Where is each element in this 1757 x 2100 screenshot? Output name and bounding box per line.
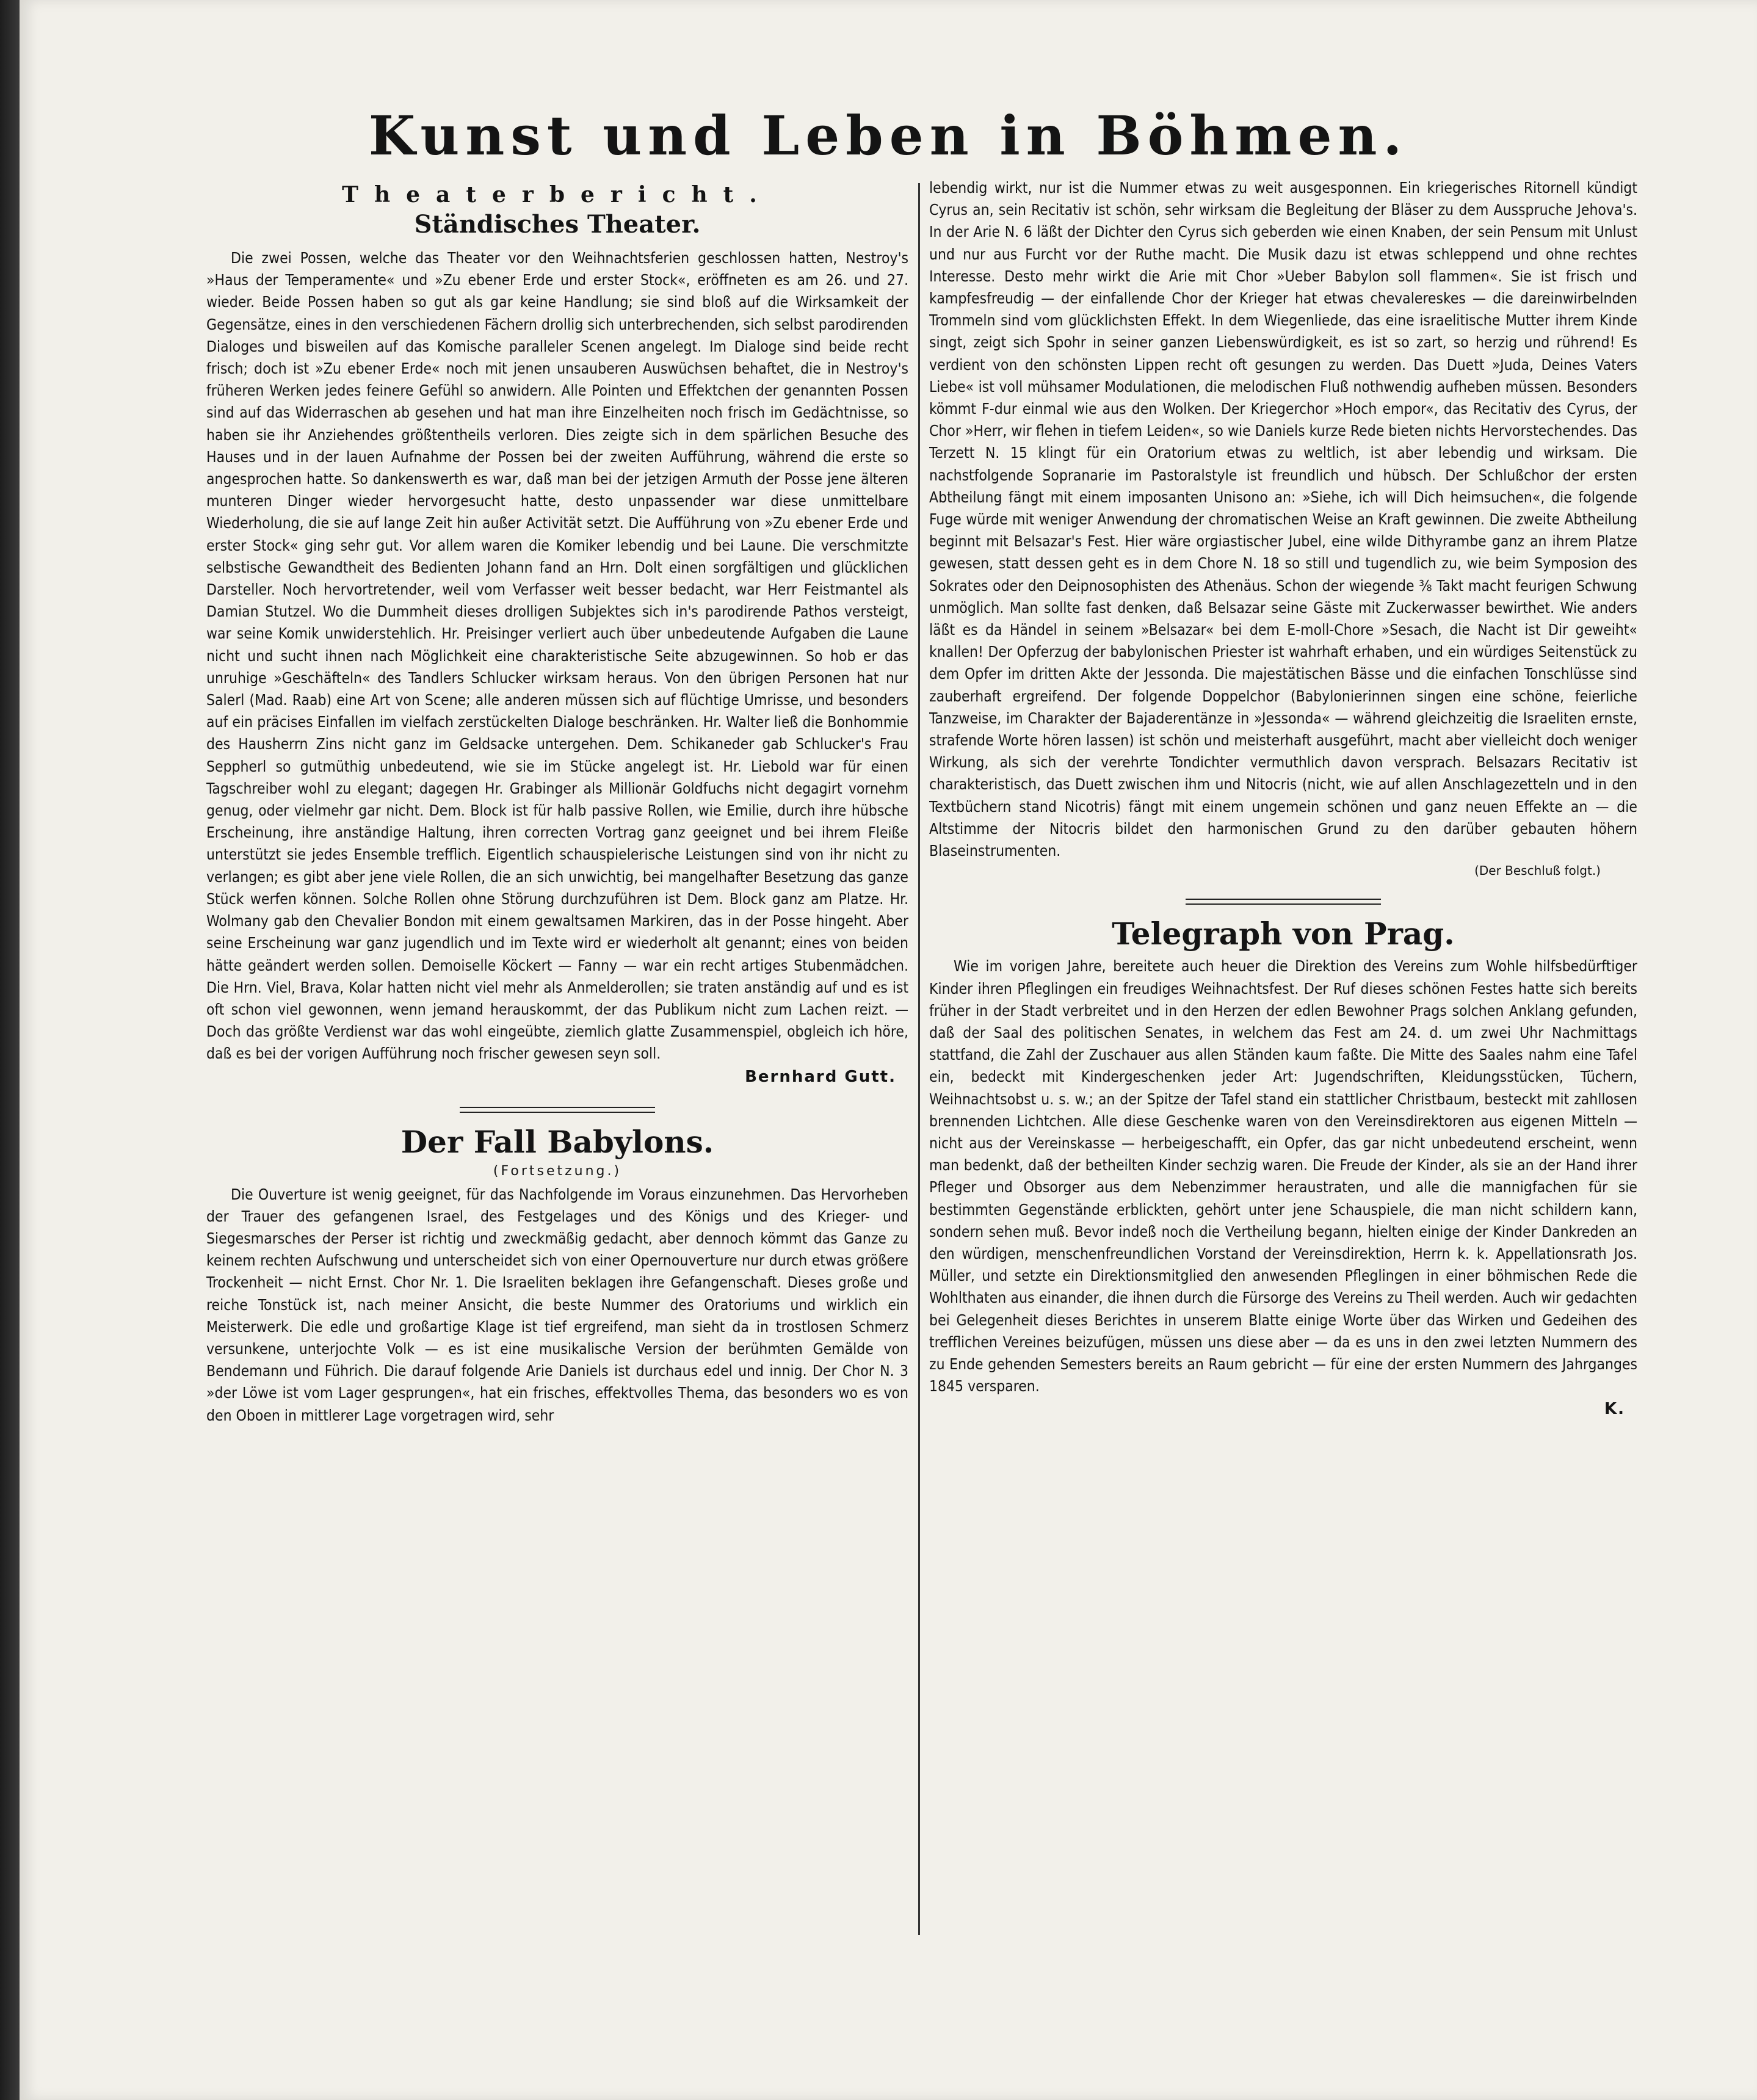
section-title: Telegraph von Prag. — [1112, 916, 1455, 952]
column-divider — [918, 183, 920, 1935]
newspaper-page — [20, 0, 1757, 2100]
right-column — [929, 177, 1637, 1960]
section-kicker: Theaterbericht. — [342, 182, 773, 208]
masthead-title: Kunst und Leben in Böhmen. — [368, 104, 1408, 167]
article-paragraph: lebendig wirkt, nur ist die Nummer etwas zu weit ausgesponnen. Ein kriegerisches Ritornell kündigt Cyrus an, sein Recitativ ist schön, sehr wirksam die Begleitung der Bläser zu dem Ausspruche Jehova's. In der Arie N. 6 läßt der Dichter den Cyrus sich geberden wie einen Knaben, der sein Pensum mit Unlust und nur aus Furcht vor der Ruthe macht. Die Musik dazu ist etwas schleppend und ohne rechtes Interesse. Desto mehr wirkt die Arie mit Chor »Ueber Babylon soll flammen«. Sie ist frisch und kampfesfreudig — der einfallende Chor der Krieger hat etwas chevalereskes — die dareinwirbelnden Trommeln sind vom glücklichsten Effekt. In dem Wiegenliede, das eine israelitische Mutter ihrem Kinde singt, zeigt sich Spohr in seiner ganzen Liebenswürdigkeit, es ist so zart, so herzig und rührend! Es verdient von den schönsten Lippen recht oft gesungen zu werden. Das Duett »Juda, Deines Vaters Liebe« ist voll mühsamer Modulationen, die melodischen Fluß nothwendig aufheben müssen. Besonders kömmt F-dur einmal wie aus den Wolken. Der Kriegerchor »Hoch empor«, das Recitativ des Cyrus, der Chor »Herr, wir flehen in tiefem Leiden«, so wie Daniels kurze Rede bieten nichts Hervorstechendes. Das Terzett N. 15 klingt für ein Oratorium etwas zu weltlich, ist aber lebendig und wirksam. Die nachstfolgende Sopranarie im Pastoralstyle ist freundlich und hübsch. Der Schlußchor der ersten Abtheilung fängt mit einem imposanten Unisono an: »Siehe, ich will Dich heimsuchen«, die folgende Fuge würde mit weniger Anwendung der chromatischen Weise an Kraft gewinnen. Die zweite Abtheilung beginnt mit Belsazar's Fest. Hier wäre orgiastischer Jubel, eine wilde Dithyrambe ganz an ihrem Platze gewesen, statt dessen geht es in dem Chore N. 18 so still und tugendlich zu, wie beim Symposion des Sokrates oder den Deipnosophisten des Athenäus. Schon der wiegende ⅜ Takt macht feurigen Schwung unmöglich. Man sollte fast denken, daß Belsazar seine Gäste mit Zuckerwasser bewirthet. Wie anders läßt es da Händel in seinem »Belsazar« bei dem E-moll-Chore »Sesach, die Nacht ist Dir geweiht« knallen! Der Opferzug der babylonischen Priester ist wahrhaft erhaben, und ein würdiges Seitenstück zu dem Opfer im dritten Akte der Jessonda. Die majestätischen Bässe und die einfachen Tonschlüsse sind zauberhaft ergreifend. Der folgende Doppelchor (Babylonierinnen singen eine schöne, feierliche Tanzweise, im Charakter der Bajaderentänze in »Jessonda« — während gleichzeitig die Israeliten ernste, strafende Worte hören lassen) ist schön und meisterhaft ausgeführt, macht aber vielleicht doch weniger Wirkung, als sich der verehrte Tondichter vermuthlich davon versprach. Belsazars Recitativ ist charakteristisch, das Duett zwischen ihm und Nitocris (nicht, wie auf allen Anschlagezetteln und in den Textbüchern stand Nicotris) fängt mit einem ungemein schönen und ganz neuen Effekte an — die Altstimme der Nitocris bildet den harmonischen Grund zu den darüber gebauten höhern Blaseinstrumenten. — [929, 179, 1637, 860]
author-signature: Bernhard Gutt. — [745, 1067, 896, 1086]
article-paragraph: Wie im vorigen Jahre, bereitete auch heuer die Direktion des Vereins zum Wohle hilfsbedürftiger Kinder ihren Pfleglingen ein freudiges Weihnachtsfest. Der Ruf dieses schönen Festes hatte sich bereits früher in der Stadt verbreitet und in den Herzen der edlen Bewohner Prags solchen Anklang gefunden, daß der Saal des politischen Senates, in welchem das Fest am 24. d. um zwei Uhr Nachmittags stattfand, die Zahl der Zuschauer aus allen Ständen kaum faßte. Die Mitte des Saales nahm eine Tafel ein, bedeckt mit Kindergeschenken jeder Art: Jugendschriften, Kleidungsstücken, Tüchern, Weihnachtsobst u. s. w.; an der Spitze der Tafel stand ein stattlicher Christbaum, besteckt mit zahllosen brennenden Lichtchen. Alle diese Geschenke waren von den Vereinsdirektoren aus eigenen Mitteln — nicht aus der Vereinskasse — herbeigeschafft, ein Opfer, das gar nicht unbedeutend erscheint, wenn man bedenkt, daß der betheilten Kinder sechzig waren. Die Freude der Kinder, als sie an der Hand ihrer Pfleger und Obsorger aus dem Nebenzimmer heraustraten, und alle die mannigfachen für sie bestimmten Gegenstände erblickten, gehört unter jene Schauspiele, die man nicht schildern kann, sondern sehen muß. Bevor indeß noch die Vertheilung begann, hielten einige der Kinder Dankreden an den würdigen, menschenfreundlichen Vorstand der Vereinsdirektion, Herrn k. k. Appellationsrath Jos. Müller, und setzte ein Direktionsmitglied den anwesenden Pfleglingen in einer böhmischen Rede die Wohlthaten aus einander, die ihnen durch die Fürsorge des Vereins zu Theil werden. Auch wir gedachten bei Gelegenheit dieses Berichtes in unserem Blatte einige Worte über das Wirken und Gedeihen des trefflichen Vereines beizufügen, müssen uns diese aber — da es uns in den zwei letzten Nummern des zu Ende gehenden Semesters bereits an Raum gebricht — für eine der ersten Nummern des Jahrganges 1845 versparen. — [929, 957, 1637, 1396]
section-rule — [460, 1107, 655, 1113]
section-subtitle: (Fortsetzung.) — [493, 1163, 622, 1179]
article-paragraph: Die zwei Possen, welche das Theater vor den Weihnachtsferien geschlossen hatten, Nestroy's »Haus der Temperamente« und »Zu ebener Erde und erster Stock«, eröffneten es am 26. und 27. wieder. Beide Possen haben so gut als gar keine Handlung; sie sind bloß auf die Wirksamkeit der Gegensätze, eines in den verschiedenen Fächern drollig sich unterbrechenden, sich selbst parodirenden Dialoges und bisweilen auf das Komische paralleler Scenen angelegt. Im Dialoge sind beide recht frisch; doch ist »Zu ebener Erde« noch mit jenen unsauberen Auswüchsen behaftet, die in Nestroy's früheren Werken jedes feinere Gefühl so anwidern. Alle Pointen und Effektchen der genannten Possen sind auf das Widerraschen ab gesehen und hat man ihre Einzelheiten noch frisch im Gedächtnisse, so haben sie ihr Anziehendes größtentheils verloren. Dies zeigte sich in dem spärlichen Besuche des Hauses und in der lauen Aufnahme der Possen bei der zweiten Aufführung, während die erste so angesprochen hatte. So dankenswerth es war, daß man bei der jetzigen Armuth der Posse jene älteren munteren Dinger wieder hervorgesucht hatte, desto unpassender war diese unmittelbare Wiederholung, die sie auf lange Zeit hin außer Activität setzt. Die Aufführung von »Zu ebener Erde und erster Stock« ging sehr gut. Vor allem waren die Komiker lebendig und bei Laune. Die verschmitzte selbstische Gewandtheit des Bedienten Johann fand an Hrn. Dolt einen sorgfältigen und glücklichen Darsteller. Noch hervortretender, weil vom Verfasser weit besser bedacht, war Herr Feistmantel als Damian Stutzel. Wo die Dummheit dieses drolligen Subjektes sich in's parodirende Pathos versteigt, war seine Komik unwiderstehlich. Hr. Preisinger verliert auch über unbedeutende Aufgaben die Laune nicht und sucht ihnen nach Möglichkeit eine charakteristische Seite abzugewinnen. So hob er das unruhige »Geschäfteln« des Tandlers Schlucker wirksam heraus. Von den übrigen Personen hat nur Salerl (Mad. Raab) eine Art von Scene; alle anderen müssen sich auf flüchtige Umrisse, und besonders auf ein präcises Einfallen im vielfach zerstückelten Dialoge beschränken. Hr. Walter ließ die Bonhommie des Hausherrn Zins nicht ganz im Geldsacke untergehen. Dem. Schikaneder gab Schlucker's Frau Seppherl so gutmüthig unbedeutend, wie sie im Stücke angelegt ist. Hr. Liebold war für einen Tagschreiber wohl zu elegant; dagegen Hr. Grabinger als Millionär Goldfuchs nicht degagirt vornehm genug, oder vielmehr gar nicht. Dem. Block ist für halb passive Rollen, wie Emilie, durch ihre hübsche Erscheinung, ihre anständige Haltung, ihren correcten Vortrag ganz geeignet und bei ihrem Fleiße unterstützt sie jedes Ensemble trefflich. Eigentlich schauspielerische Leistungen sind von ihr nicht zu verlangen; es gibt aber jene viele Rollen, die an sich unwichtig, bei mangelhafter Besetzung das ganze Stück werfen können. Solche Rollen ohne Störung durchzuführen ist Dem. Block ganz am Platze. Hr. Wolmany gab den Chevalier Bondon mit einem gewaltsamen Markiren, das in der Posse hingeht. Aber seine Erscheinung war ganz jugendlich und im Texte wird er wiederholt alt genannt; eines von beiden hätte geändert werden sollen. Demoiselle Köckert — Fanny — war ein recht artiges Stubenmädchen. Die Hrn. Viel, Brava, Kolar hatten nicht viel mehr als Anmelderollen; sie traten anständig auf und es ist oft schon viel gewonnen, wenn jemand herauskommt, der das Publikum nicht zum Lachen reizt. — Doch das größte Verdienst war das wohl eingeübte, ziemlich glatte Zusammenspiel, obgleich ich höre, daß es bei der vorigen Aufführung noch frischer gewesen seyn soll. — [206, 249, 908, 1063]
section-rule — [1186, 899, 1381, 905]
left-column — [206, 177, 908, 1960]
author-signature: K. — [1604, 1400, 1625, 1419]
article-paragraph: Die Ouverture ist wenig geeignet, für das Nachfolgende im Voraus einzunehmen. Das Hervorheben der Trauer des gefangenen Israel, des Festgelages und des Königs und des Krieger- und Siegesmarsches der Perser ist richtig und zweckmäßig gedacht, aber dennoch kömmt das Ganze zu keinem rechten Aufschwung und unterscheidet sich von einer Opernouverture nur durch etwas größere Trockenheit — nicht Ernst. Chor Nr. 1. Die Israeliten beklagen ihre Gefangenschaft. Dieses große und reiche Tonstück ist, nach meiner Ansicht, die beste Nummer des Oratoriums und wirklich ein Meisterwerk. Die edle und großartige Klage ist tief ergreifend, man sieht da in trostlosen Schmerz versunkene, unterjochte Volk — es ist eine musikalische Version der berühmten Gemälde von Bendemann und Führich. Die darauf folgende Arie Daniels ist durchaus edel und innig. Der Chor N. 3 »der Löwe ist vom Lager gesprungen«, hat ein frisches, effektvolles Thema, das besonders wo es von den Oboen in mittlerer Lage vorgetragen wird, sehr — [206, 1185, 908, 1424]
scan-edge — [0, 0, 20, 2100]
section-title: Ständisches Theater. — [414, 210, 701, 239]
continuation-note: (Der Beschluß folgt.) — [1474, 863, 1601, 878]
section-title: Der Fall Babylons. — [400, 1123, 714, 1160]
